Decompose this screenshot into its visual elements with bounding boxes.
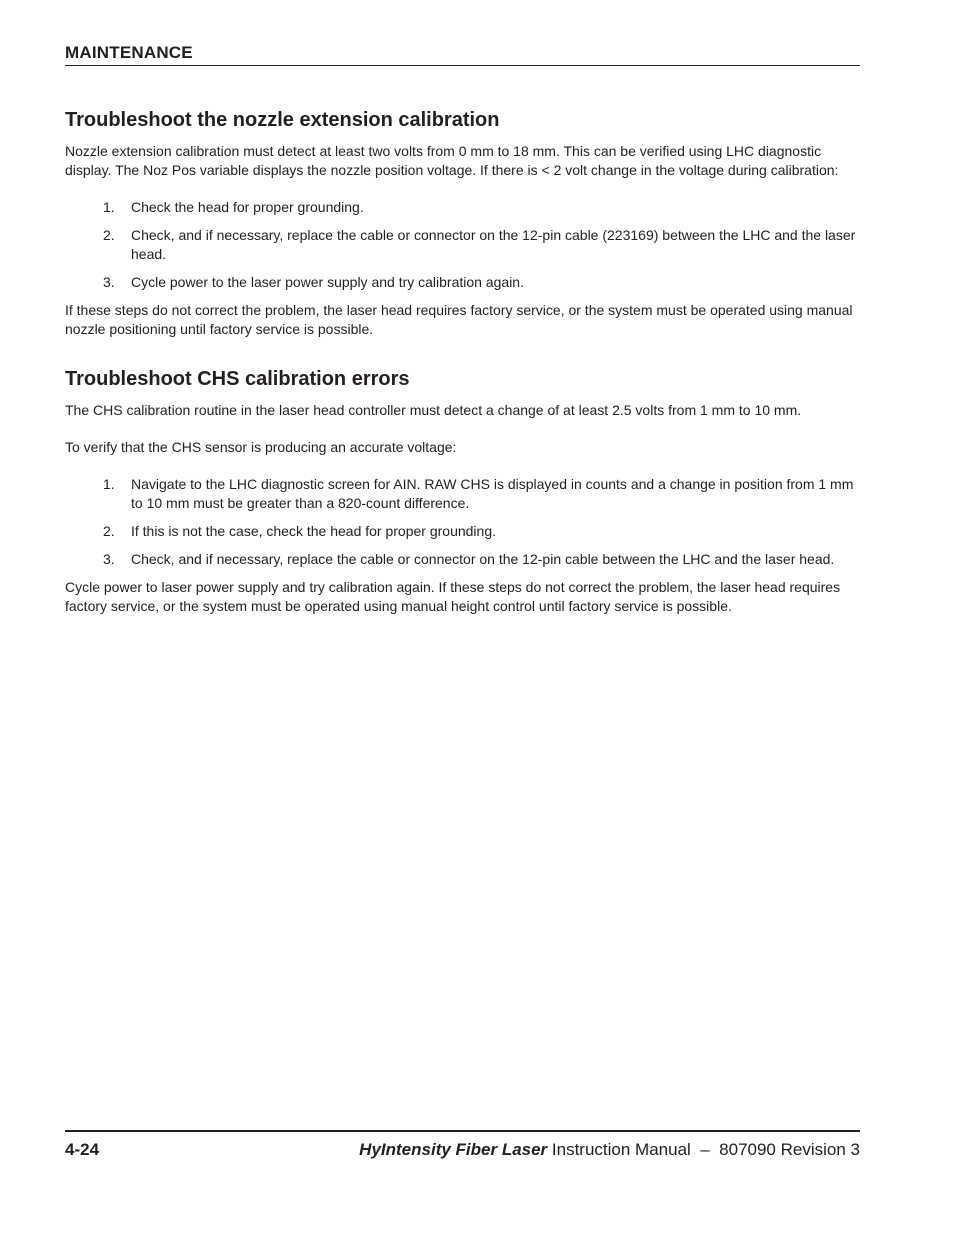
section-outro: If these steps do not correct the problem, the laser head requires factory service, or the system must be operated using manual nozzle positioning until factory service is possible. (65, 302, 853, 337)
page-footer (65, 1130, 860, 1160)
product-name: HyIntensity Fiber Laser (359, 1140, 548, 1159)
section-chs-calibration (65, 366, 860, 616)
footer-doc-info (359, 1140, 860, 1160)
section-intro: Nozzle extension calibration must detect at least two volts from 0 mm to 18 mm. This can be verified using LHC diagnostic display. The Noz Pos variable displays the nozzle position voltage. If there is < 2 volt change in the voltage during calibration: (65, 143, 839, 178)
section-outro: Cycle power to laser power supply and try calibration again. If these steps do not correct the problem, the laser head requires factory service, or the system must be operated using manual height control until factory service is possible. (65, 579, 841, 614)
step-text: Check, and if necessary, replace the cable or connector on the 12-pin cable between the LHC and the laser head. (131, 551, 835, 567)
step-text: Check, and if necessary, replace the cable or connector on the 12-pin cable (223169) between the LHC and the laser head. (131, 227, 856, 262)
step-number: 1. (103, 199, 115, 215)
page-content (65, 107, 860, 616)
page-number: 4-24 (65, 1140, 100, 1159)
section-nozzle-calibration (65, 107, 860, 339)
steps-list (65, 475, 860, 569)
steps-list (65, 198, 860, 292)
list-item (65, 198, 860, 217)
step-number: 3. (103, 274, 115, 290)
step-text: Check the head for proper grounding. (131, 199, 364, 215)
manual-revision: Instruction Manual – 807090 Revision 3 (547, 1140, 860, 1159)
step-number: 1. (103, 476, 115, 492)
list-item (65, 475, 860, 513)
step-text: Navigate to the LHC diagnostic screen for AIN. RAW CHS is displayed in counts and a change in position from 1 mm to 10 mm must be greater than a 820-count difference. (131, 476, 854, 511)
section-title: Troubleshoot CHS calibration errors (65, 368, 410, 390)
list-item (65, 522, 860, 541)
step-text: If this is not the case, check the head for proper grounding. (131, 523, 496, 539)
list-item (65, 550, 860, 569)
section-title: Troubleshoot the nozzle extension calibration (65, 109, 500, 131)
page-header (65, 43, 860, 66)
step-number: 3. (103, 551, 115, 567)
section-intro: The CHS calibration routine in the laser head controller must detect a change of at least 2.5 volts from 1 mm to 10 mm. (65, 402, 802, 418)
step-text: Cycle power to the laser power supply and try calibration again. (131, 274, 524, 290)
list-item (65, 226, 860, 264)
step-number: 2. (103, 523, 115, 539)
section-label: MAINTENANCE (65, 43, 193, 62)
list-item (65, 273, 860, 292)
step-number: 2. (103, 227, 115, 243)
section-intro-2: To verify that the CHS sensor is producing an accurate voltage: (65, 439, 457, 455)
